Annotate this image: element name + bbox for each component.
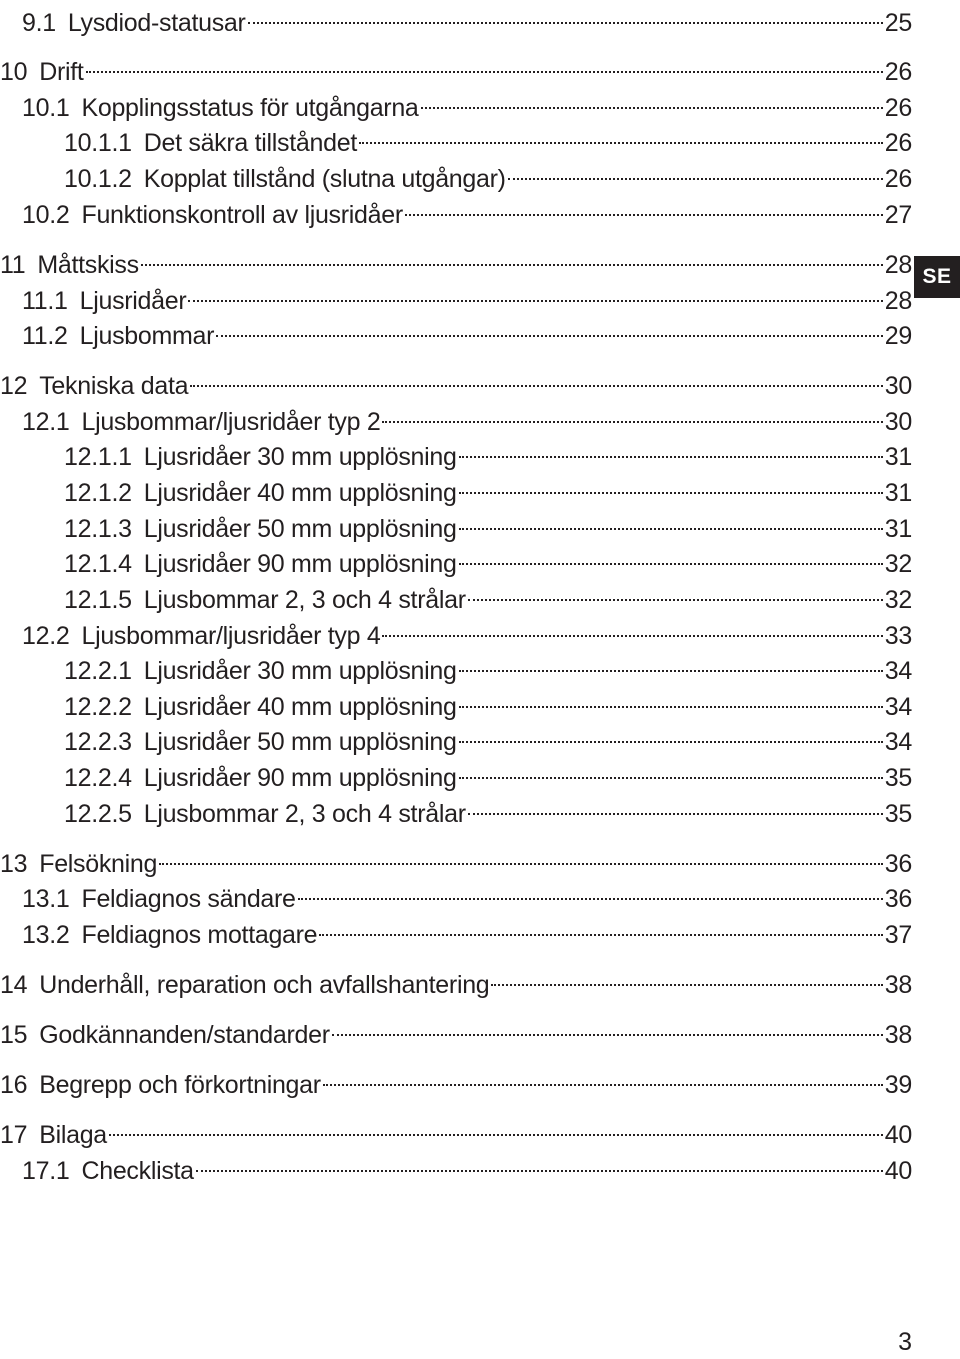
dot-leader <box>457 681 883 715</box>
toc-entry-page: 31 <box>884 443 912 471</box>
toc-entry[interactable] <box>0 681 912 721</box>
toc-entry[interactable] <box>0 467 912 507</box>
toc-entry[interactable] <box>0 752 912 792</box>
toc-entry-page: 34 <box>884 657 912 685</box>
toc-entry-page: 38 <box>884 1021 912 1049</box>
dot-leader <box>330 1009 883 1043</box>
toc-entry-page: 38 <box>884 971 912 999</box>
toc-entry-page: 32 <box>884 550 912 578</box>
toc-entry[interactable] <box>0 645 912 685</box>
dot-leader <box>457 752 883 786</box>
dot-leader <box>380 396 882 430</box>
dot-leader <box>246 0 883 31</box>
toc-entry-page: 26 <box>884 129 912 157</box>
toc-entry-title: Ljusridåer 90 mm upplösning <box>143 550 457 578</box>
toc-entry-title: Drift <box>39 58 84 86</box>
toc-entry-title: Ljusbommar/ljusridåer typ 4 <box>81 622 381 650</box>
toc-entry-title: Ljusridåer 40 mm upplösning <box>143 693 457 721</box>
toc-entry-page: 37 <box>884 921 912 949</box>
toc-entry-page: 28 <box>884 287 912 315</box>
toc-entry-page: 36 <box>884 850 912 878</box>
toc-entry-page: 31 <box>884 479 912 507</box>
dot-leader <box>157 838 883 872</box>
toc-entry-number: 12.2.5 <box>64 800 132 828</box>
toc-entry[interactable] <box>0 574 912 614</box>
dot-leader <box>214 310 883 344</box>
toc-entry-title: Måttskiss <box>37 251 139 279</box>
toc-entry-number: 11.1 <box>22 287 68 315</box>
toc-entry-page: 28 <box>884 251 912 279</box>
toc-entry[interactable] <box>0 117 912 157</box>
toc-entry-page: 34 <box>884 693 912 721</box>
toc-entry-number: 13.1 <box>22 885 70 913</box>
toc-entry[interactable] <box>0 0 912 37</box>
toc-entry[interactable] <box>0 153 912 193</box>
toc-entry[interactable] <box>0 1009 912 1049</box>
toc-entry-number: 10.1.2 <box>64 165 132 193</box>
toc-entry-page: 30 <box>884 408 912 436</box>
dot-leader <box>107 1109 883 1143</box>
toc-entry-number: 17 <box>0 1121 28 1149</box>
toc-entry-number: 12.2 <box>22 622 70 650</box>
toc-entry[interactable] <box>0 239 912 279</box>
dot-leader <box>380 610 882 644</box>
dot-leader <box>457 431 883 465</box>
toc-entry-number: 17.1 <box>22 1157 70 1185</box>
toc-entry-number: 12.1.4 <box>64 550 132 578</box>
dot-leader <box>403 189 883 223</box>
dot-leader <box>457 716 883 750</box>
toc-entry-title: Ljusbommar 2, 3 och 4 strålar <box>143 800 466 828</box>
toc-entry-number: 14 <box>0 971 28 999</box>
toc-entry-page: 40 <box>884 1121 912 1149</box>
toc-entry-number: 12 <box>0 372 28 400</box>
toc-entry-number: 10 <box>0 58 28 86</box>
toc-entry-number: 16 <box>0 1071 28 1099</box>
toc-entry-number: 12.1.2 <box>64 479 132 507</box>
toc-entry-number: 10.2 <box>22 201 70 229</box>
dot-leader <box>296 873 883 907</box>
toc-entry-title: Underhåll, reparation och avfallshantering <box>39 971 490 999</box>
toc-entry-page: 26 <box>884 165 912 193</box>
toc-entry[interactable] <box>0 503 912 543</box>
toc-entry-page: 33 <box>884 622 912 650</box>
dot-leader <box>466 574 883 608</box>
toc-entry-number: 12.2.2 <box>64 693 132 721</box>
toc-entry-title: Ljusridåer <box>79 287 187 315</box>
toc-entry-title: Godkännanden/standarder <box>39 1021 330 1049</box>
toc-entry-page: 30 <box>884 372 912 400</box>
dot-leader <box>457 503 883 537</box>
toc-entry-number: 15 <box>0 1021 28 1049</box>
dot-leader <box>186 275 882 309</box>
toc-entry[interactable] <box>0 275 912 315</box>
toc-entry[interactable] <box>0 788 912 828</box>
toc-entry-title: Kopplingsstatus för utgångarna <box>81 94 419 122</box>
toc-entry-title: Ljusridåer 30 mm upplösning <box>143 443 457 471</box>
toc-entry-page: 26 <box>884 58 912 86</box>
toc-entry-page: 35 <box>884 764 912 792</box>
toc-entry-title: Ljusridåer 30 mm upplösning <box>143 657 457 685</box>
dot-leader <box>457 467 883 501</box>
toc-entry[interactable] <box>0 610 912 650</box>
toc-entry[interactable] <box>0 360 912 400</box>
dot-leader <box>188 360 883 394</box>
dot-leader <box>317 909 883 943</box>
toc-entry-title: Felsökning <box>39 850 158 878</box>
toc-entry-number: 12.2.3 <box>64 728 132 756</box>
dot-leader <box>457 538 883 572</box>
toc-entry-page: 35 <box>884 800 912 828</box>
toc-entry-title: Feldiagnos sändare <box>81 885 296 913</box>
toc-entry-page: 39 <box>884 1071 912 1099</box>
dot-leader <box>84 46 883 80</box>
dot-leader <box>321 1059 883 1093</box>
toc-entry-title: Ljusbommar 2, 3 och 4 strålar <box>143 586 466 614</box>
toc-entry-title: Ljusbommar <box>79 322 215 350</box>
toc-entry-title: Funktionskontroll av ljusridåer <box>81 201 403 229</box>
toc-entry-title: Bilaga <box>39 1121 107 1149</box>
toc-entry[interactable] <box>0 716 912 756</box>
dot-leader <box>194 1145 883 1179</box>
toc-entry[interactable] <box>0 46 912 86</box>
toc-entry[interactable] <box>0 1109 912 1149</box>
toc-entry-page: 27 <box>884 201 912 229</box>
language-tab: SE <box>914 256 960 298</box>
toc-entry[interactable] <box>0 396 912 436</box>
dot-leader <box>419 82 883 116</box>
dot-leader <box>457 645 883 679</box>
toc-entry-title: Lysdiod-statusar <box>67 9 246 37</box>
toc-entry-page: 26 <box>884 94 912 122</box>
toc-entry[interactable] <box>0 873 912 913</box>
toc-entry[interactable] <box>0 431 912 471</box>
toc-entry[interactable] <box>0 82 912 122</box>
toc-entry[interactable] <box>0 1059 912 1099</box>
toc-entry-number: 12.1.5 <box>64 586 132 614</box>
toc-entry-title: Checklista <box>81 1157 194 1185</box>
toc-entry-number: 12.1.3 <box>64 515 132 543</box>
toc-entry-page: 40 <box>884 1157 912 1185</box>
toc-entry-title: Tekniska data <box>39 372 189 400</box>
toc-entry[interactable] <box>0 189 912 229</box>
toc-entry-page: 32 <box>884 586 912 614</box>
toc-entry-title: Feldiagnos mottagare <box>81 921 318 949</box>
toc-entry-number: 12.1 <box>22 408 70 436</box>
toc-entry-number: 12.2.4 <box>64 764 132 792</box>
toc-entry-page: 36 <box>884 885 912 913</box>
toc-entry-page: 31 <box>884 515 912 543</box>
toc-entry[interactable] <box>0 959 912 999</box>
dot-leader <box>139 239 883 273</box>
toc-entry-number: 12.1.1 <box>64 443 132 471</box>
toc-entry-number: 12.2.1 <box>64 657 132 685</box>
toc-entry-title: Det säkra tillståndet <box>143 129 357 157</box>
toc-entry[interactable] <box>0 310 912 350</box>
toc-entry-number: 11.2 <box>22 322 68 350</box>
toc-entry-number: 10.1.1 <box>64 129 132 157</box>
toc-entry-title: Ljusridåer 50 mm upplösning <box>143 515 457 543</box>
dot-leader <box>506 153 883 187</box>
toc-entry[interactable] <box>0 909 912 949</box>
page-number: 3 <box>898 1328 912 1356</box>
toc-entry-number: 13.2 <box>22 921 70 949</box>
toc-entry-title: Ljusridåer 50 mm upplösning <box>143 728 457 756</box>
toc-entry-title: Ljusridåer 40 mm upplösning <box>143 479 457 507</box>
toc-entry-title: Ljusridåer 90 mm upplösning <box>143 764 457 792</box>
toc-entry[interactable] <box>0 1145 912 1185</box>
toc-entry[interactable] <box>0 838 912 878</box>
toc-entry-title: Kopplat tillstånd (slutna utgångar) <box>143 165 506 193</box>
toc-entry-number: 9.1 <box>22 9 56 37</box>
dot-leader <box>357 117 883 151</box>
toc-entry-page: 25 <box>884 9 912 37</box>
toc-entry-title: Begrepp och förkortningar <box>39 1071 321 1099</box>
toc-entry[interactable] <box>0 538 912 578</box>
dot-leader <box>466 788 883 822</box>
toc-entry-title: Ljusbommar/ljusridåer typ 2 <box>81 408 381 436</box>
toc-entry-number: 11 <box>0 251 26 279</box>
dot-leader <box>489 959 882 993</box>
toc-entry-page: 29 <box>884 322 912 350</box>
toc-entry-number: 10.1 <box>22 94 70 122</box>
toc-entry-page: 34 <box>884 728 912 756</box>
toc-entry-number: 13 <box>0 850 28 878</box>
